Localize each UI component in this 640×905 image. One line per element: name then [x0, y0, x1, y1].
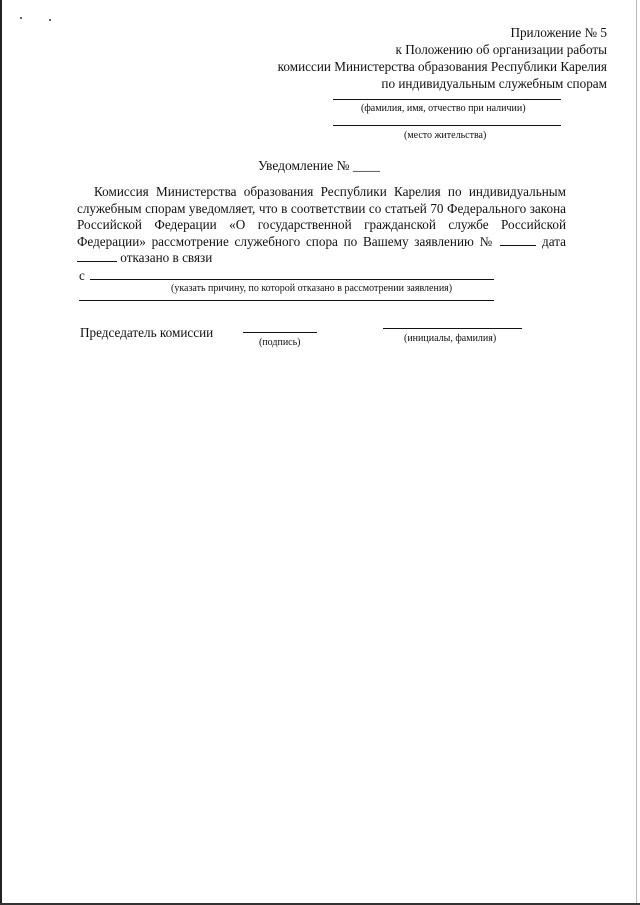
residence-field-line	[333, 125, 561, 126]
appendix-regulation: к Положению об организации работы	[395, 42, 607, 57]
reason-field-line	[90, 279, 494, 280]
scan-speck	[20, 17, 22, 19]
chairman-label: Председатель комиссии	[80, 325, 214, 340]
notice-body	[77, 184, 566, 267]
signature-caption: (подпись)	[259, 337, 301, 348]
name-field-line	[333, 99, 561, 100]
body-line: Российской Федерации «О государственной гражданской службе Российской	[77, 217, 566, 233]
initials-line	[383, 328, 522, 329]
initials-caption: (инициалы, фамилия)	[404, 333, 497, 344]
residence-field-caption: (место жительства)	[404, 130, 487, 141]
notice-title-text: Уведомление №	[258, 158, 350, 173]
reason-field-line-2	[79, 300, 494, 301]
body-line: Комиссия Министерства образования Республики Карелия по индивидуальным	[94, 184, 566, 199]
body-line	[77, 250, 566, 267]
notice-number-blank: ____	[352, 158, 380, 173]
application-number-blank	[500, 235, 536, 246]
date-blank	[77, 251, 117, 262]
notice-title	[258, 158, 380, 174]
body-line	[77, 234, 566, 251]
body-line: служебным спорам уведомляет, что в соответствии со статьей 70 Федерального закона	[77, 200, 566, 216]
date-label: дата	[542, 233, 567, 249]
body-line-text: Федерации» рассмотрение служебного спора по Вашему заявлению №	[77, 233, 495, 249]
reason-prefix: с	[79, 268, 85, 283]
reason-field-caption: (указать причину, по которой отказано в рассмотрении заявления)	[171, 283, 453, 294]
appendix-commission: комиссии Министерства образования Республики Карелия	[277, 59, 607, 74]
scan-speck	[49, 19, 51, 21]
name-field-caption: (фамилия, имя, отчество при наличии)	[361, 103, 526, 114]
appendix-disputes: по индивидуальным служебным спорам	[381, 76, 607, 91]
scan-edge-left	[0, 0, 2, 905]
appendix-number: Приложение № 5	[510, 25, 607, 40]
body-line-text: отказано в связи	[120, 250, 213, 266]
signature-line	[243, 332, 317, 333]
scan-edge-right	[636, 0, 637, 905]
